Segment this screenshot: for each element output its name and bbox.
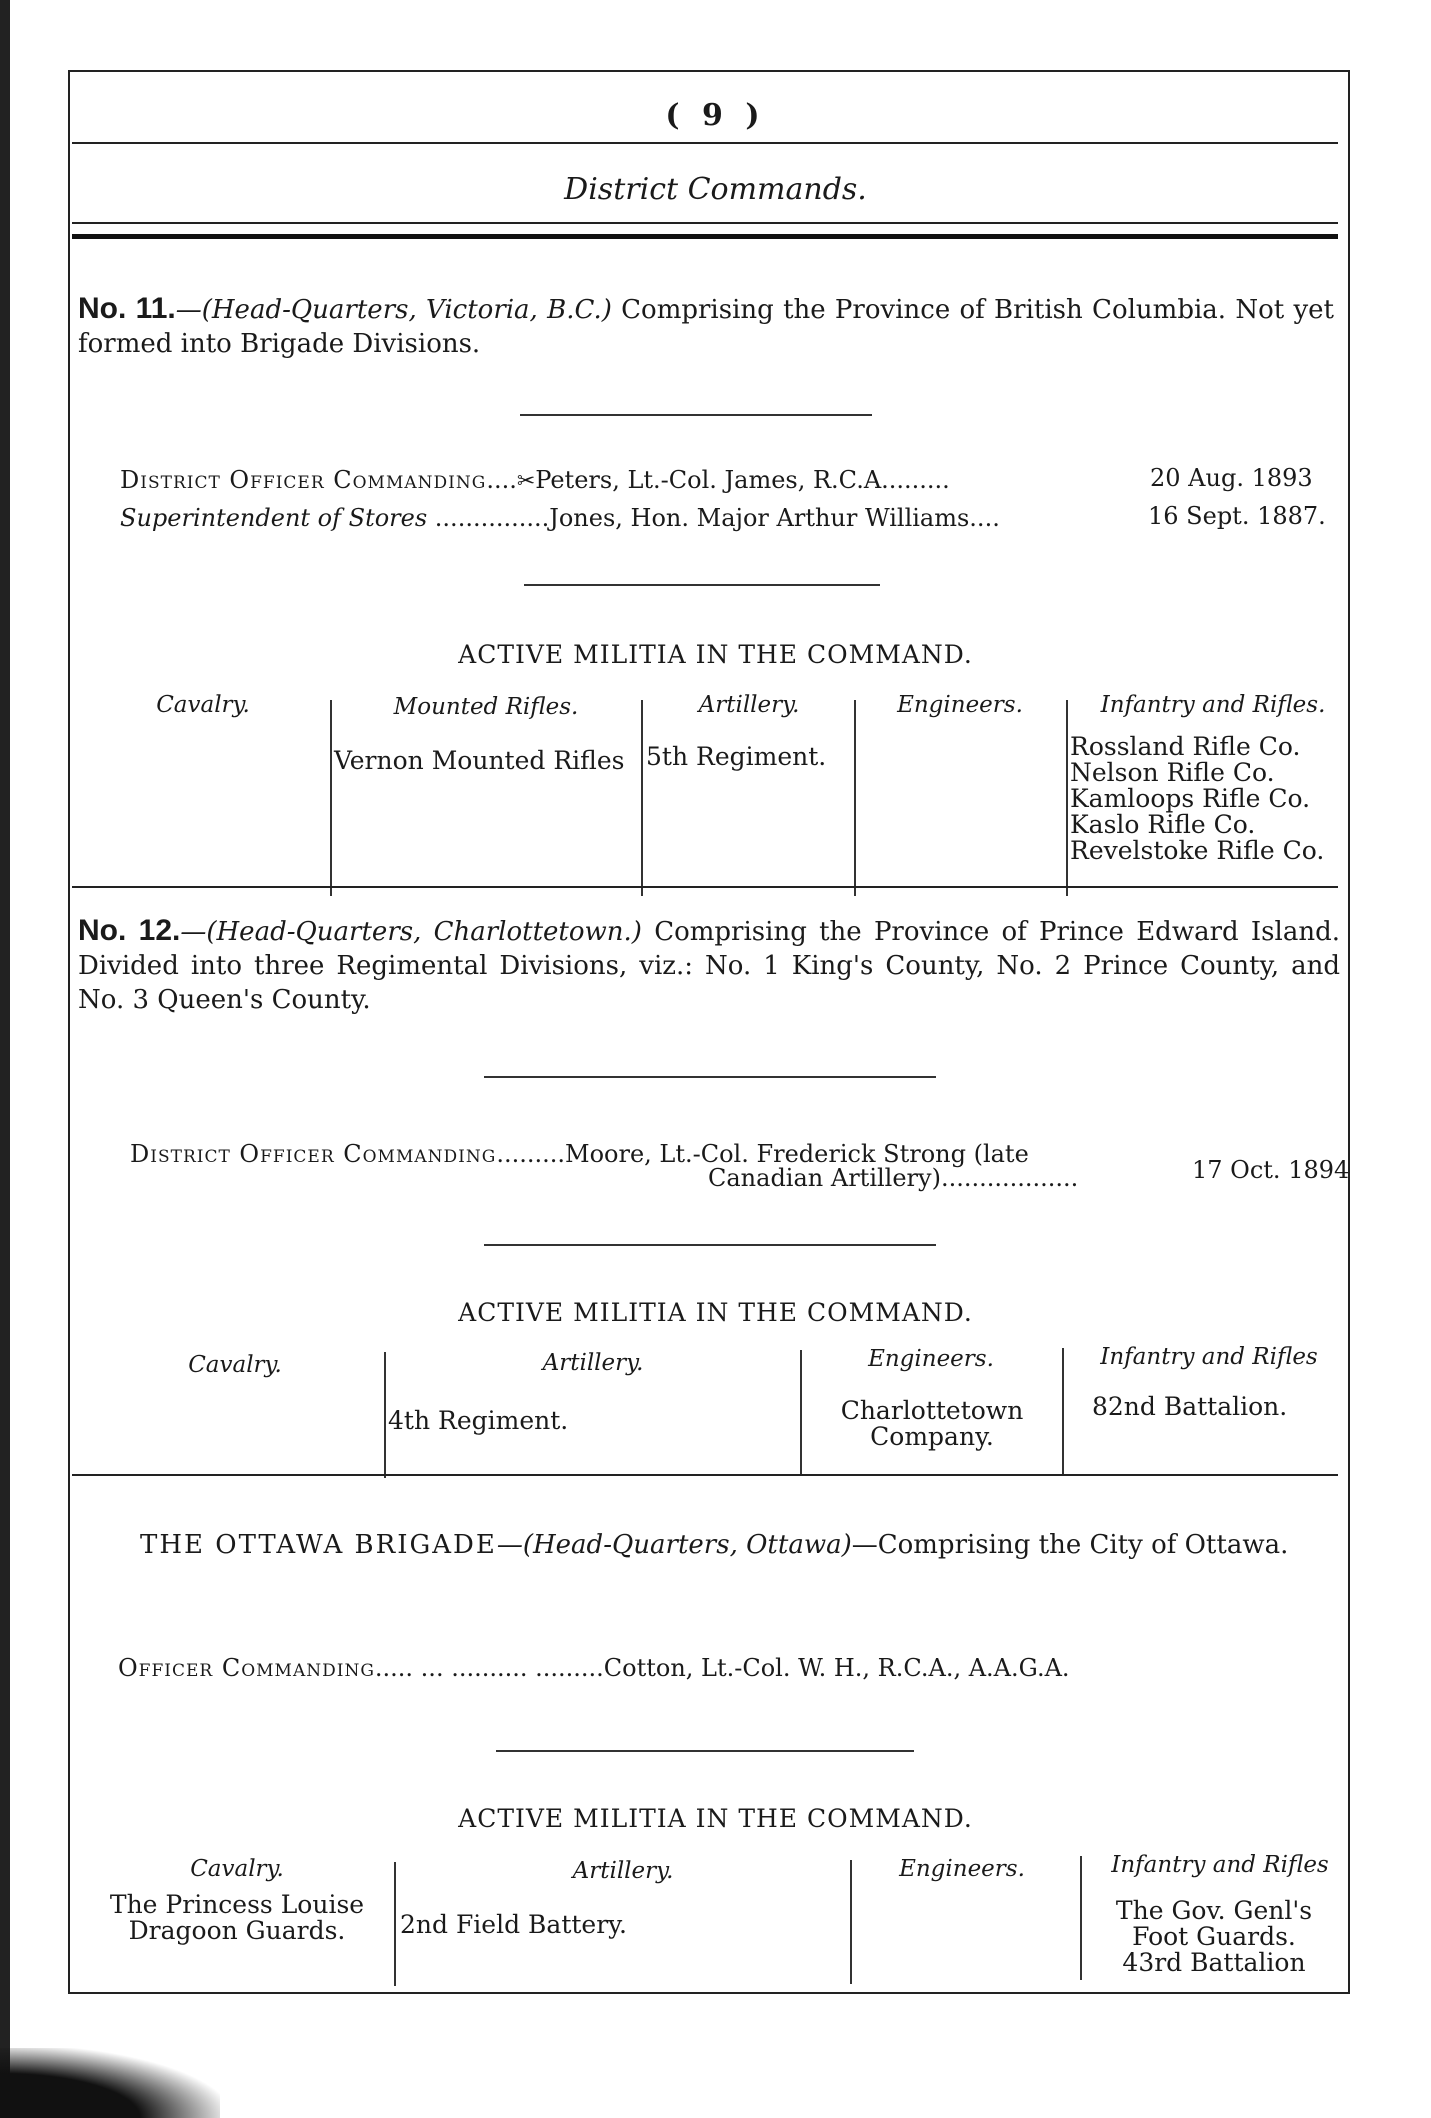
district-12-officer-date: 17 Oct. 1894 — [1192, 1156, 1350, 1184]
divider — [484, 1076, 936, 1078]
brigade-description: —Comprising the City of Ottawa. — [851, 1530, 1289, 1560]
district-11-superintendent-date: 16 Sept. 1887. — [1148, 502, 1326, 530]
district-12-officer-commanding: District Officer Commanding.........Moore, Lt.-Col. Frederick Strong (late — [130, 1140, 1029, 1168]
col-cavalry: Cavalry. — [190, 1856, 284, 1882]
officer-role: District Officer Commanding — [120, 466, 487, 494]
section-rule — [72, 886, 1338, 888]
col-artillery: Artillery. — [542, 1350, 644, 1376]
col-divider — [641, 700, 643, 896]
cavalry-unit: Dragoon Guards. — [128, 1916, 346, 1945]
artillery-unit: 5th Regiment. — [646, 742, 827, 771]
col-divider — [394, 1862, 396, 1986]
ottawa-officer-commanding: Officer Commanding..... ... .......... .........Cotton, Lt.-Col. W. H., R.C.A., A.A.G.A. — [118, 1654, 1070, 1682]
superintendent-role: Superintendent of Stores — [120, 504, 428, 532]
divider — [484, 1244, 936, 1246]
officer-name: Cotton, Lt.-Col. W. H., R.C.A., A.A.G.A. — [603, 1654, 1070, 1682]
col-divider — [1062, 1348, 1064, 1474]
page-number: ( 9 ) — [665, 98, 766, 133]
scan-edge-shadow — [0, 0, 10, 2118]
divider — [524, 584, 880, 586]
officer-name: Moore, Lt.-Col. Frederick Strong (late — [565, 1140, 1029, 1168]
district-12-militia-heading: ACTIVE MILITIA IN THE COMMAND. — [458, 1298, 973, 1327]
district-12-hq: —(Head-Quarters, Charlottetown.) — [180, 917, 642, 947]
artillery-cell — [400, 1912, 627, 1938]
col-infantry: Infantry and Rifles — [1100, 1344, 1318, 1370]
district-12-officer-continued: Canadian Artillery).................. — [708, 1164, 1079, 1192]
col-divider — [854, 700, 856, 896]
infantry-cell — [1088, 1898, 1340, 1976]
artillery-unit: 2nd Field Battery. — [400, 1910, 627, 1939]
district-11-officer-date: 20 Aug. 1893 — [1150, 464, 1313, 492]
ottawa-brigade-heading — [140, 1530, 1288, 1560]
district-11-hq: —(Head-Quarters, Victoria, B.C.) — [175, 295, 612, 325]
col-engineers: Engineers. — [899, 1856, 1025, 1882]
infantry-unit: Kaslo Rifle Co. — [1070, 810, 1256, 839]
district-11-number: No. 11. — [78, 292, 176, 325]
mounted-rifles-cell — [334, 748, 624, 774]
district-11-officer-commanding: District Officer Commanding....✂Peters, Lt.-Col. James, R.C.A......... — [120, 466, 950, 494]
col-divider — [800, 1350, 802, 1476]
ottawa-militia-heading: ACTIVE MILITIA IN THE COMMAND. — [458, 1804, 973, 1833]
col-divider — [384, 1352, 386, 1478]
col-divider — [850, 1860, 852, 1984]
divider — [520, 414, 872, 416]
district-11-superintendent: Superintendent of Stores ...............Jones, Hon. Major Arthur Williams.... — [120, 504, 1000, 532]
district-12-description: Comprising the Province of Prince Edward Island. Divided into three Regimental Divisions, viz.: No. 1 King's County, No. 2 Prince County, and No. 3 Queen's County. — [78, 917, 1340, 1015]
col-cavalry: Cavalry. — [188, 1352, 282, 1378]
engineers-cell — [804, 1398, 1060, 1450]
officer-role: Officer Commanding — [118, 1654, 375, 1682]
scan-corner-shadow — [0, 2048, 220, 2118]
title-rule-thin — [72, 222, 1338, 224]
engineers-unit: Charlottetown — [840, 1396, 1024, 1425]
district-12-number: No. 12. — [78, 914, 181, 947]
officer-role: District Officer Commanding — [130, 1140, 497, 1168]
col-infantry: Infantry and Rifles — [1111, 1852, 1329, 1878]
infantry-unit: Revelstoke Rifle Co. — [1070, 836, 1325, 865]
header-rule — [72, 142, 1338, 144]
district-11-description: Comprising the Province of British Columbia. Not yet formed into Brigade Divisions. — [78, 295, 1334, 359]
engineers-unit: Company. — [870, 1422, 994, 1451]
brigade-title: THE OTTAWA BRIGADE — [140, 1530, 497, 1560]
artillery-cell — [646, 744, 826, 770]
artillery-unit: 4th Regiment. — [388, 1406, 569, 1435]
col-divider — [1080, 1856, 1082, 1980]
district-11-militia-heading: ACTIVE MILITIA IN THE COMMAND. — [458, 640, 973, 669]
infantry-unit: 43rd Battalion — [1122, 1948, 1306, 1977]
col-infantry: Infantry and Rifles. — [1100, 692, 1326, 718]
col-divider — [330, 700, 332, 896]
infantry-unit: Kamloops Rifle Co. — [1070, 784, 1311, 813]
cavalry-cell — [84, 1892, 390, 1944]
col-mounted-rifles: Mounted Rifles. — [393, 694, 579, 720]
cavalry-unit: The Princess Louise — [109, 1890, 365, 1919]
col-cavalry: Cavalry. — [156, 692, 250, 718]
section-title: District Commands. — [564, 172, 867, 207]
col-engineers: Engineers. — [868, 1346, 994, 1372]
brigade-hq: —(Head-Quarters, Ottawa) — [496, 1530, 852, 1560]
col-artillery: Artillery. — [572, 1858, 674, 1884]
col-divider — [1066, 700, 1068, 896]
district-11-paragraph — [78, 292, 1334, 361]
infantry-unit: Foot Guards. — [1132, 1922, 1296, 1951]
col-artillery: Artillery. — [698, 692, 800, 718]
officer-name: Peters, Lt.-Col. James, R.C.A......... — [535, 466, 950, 494]
infantry-unit: 82nd Battalion. — [1092, 1392, 1288, 1421]
infantry-unit: The Gov. Genl's — [1115, 1896, 1313, 1925]
infantry-cell — [1070, 734, 1324, 864]
district-12-paragraph — [78, 914, 1340, 1017]
col-engineers: Engineers. — [897, 692, 1023, 718]
scissors-icon: ✂ — [516, 469, 536, 494]
divider — [496, 1750, 914, 1752]
superintendent-name: Jones, Hon. Major Arthur Williams.... — [549, 504, 1000, 532]
infantry-cell — [1092, 1394, 1287, 1420]
title-rule-thick — [72, 234, 1338, 239]
section-rule — [72, 1474, 1338, 1476]
infantry-unit: Rossland Rifle Co. — [1070, 732, 1301, 761]
infantry-unit: Nelson Rifle Co. — [1070, 758, 1275, 787]
artillery-cell — [388, 1408, 568, 1434]
mounted-rifles-unit: Vernon Mounted Rifles — [334, 746, 625, 775]
